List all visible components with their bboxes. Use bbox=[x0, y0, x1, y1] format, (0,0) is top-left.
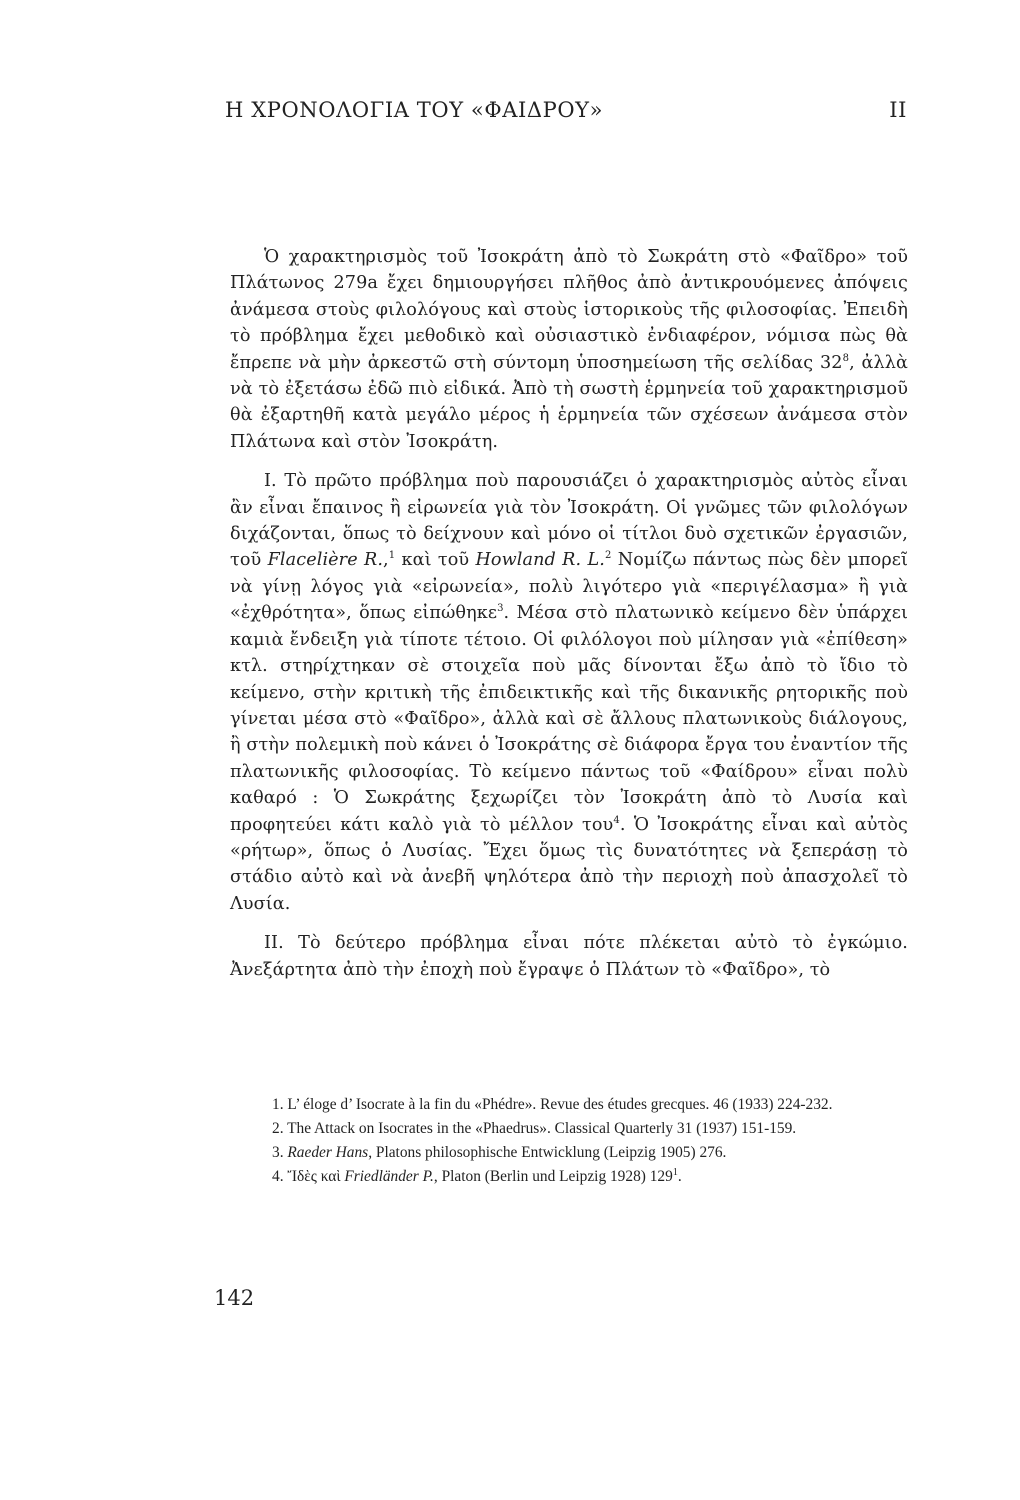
author-name: Howland R. L. bbox=[475, 550, 605, 571]
author-name: Flacelière R. bbox=[267, 550, 384, 571]
footnote-ref: 2 bbox=[604, 550, 612, 562]
paragraph: Ὁ χαρακτηρισμὸς τοῦ Ἰσοκράτη ἀπὸ τὸ Σωκράτη στὸ «Φαῖδρο» τοῦ Πλάτωνος 279a ἔχει δημιουργήσει πλῆθος ἀπὸ ἀντικρουόμενες ἀπόψεις ἀνάμεσα στοὺς φιλολόγους καὶ στοὺς ἱστορικοὺς τῆς φιλοσοφίας. Ἐπειδὴ τὸ πρόβλημα ἔχει μεθοδικὸ καὶ οὐσιαστικὸ ἐνδιαφέρον, νόμισα πὼς θὰ ἔπρεπε νὰ μὴν ἀρκεστῶ στὴ σύντομη ὑποσημείωση τῆς σελίδας $32^8$, ἀλλὰ νὰ τὸ ἐξετάσω ἐδῶ πιὸ εἰδικά. Ἀπὸ τὴ σωστὴ ἑρμηνεία τοῦ χαρακτηρισμοῦ θὰ ἐξαρτηθῆ κατὰ μεγάλο μέρος ἡ ἑρμηνεία τῶν σχέσεων ἀνάμεσα στὸν Πλάτωνα καὶ στὸν Ἰσοκράτη. bbox=[230, 247, 908, 452]
paragraph: I. Τὸ πρῶτο πρόβλημα ποὺ παρουσιάζει ὁ χαρακτηρισμὸς αὐτὸς εἶναι ἂν εἶναι ἔπαινος ἢ εἰρωνεία γιὰ τὸν Ἰσοκράτη. Οἱ γνῶμες τῶν φιλολόγων διχάζονται, ὅπως τὸ δείχνουν καὶ μόνο οἱ τίτλοι δυὸ σχετικῶν ἐργασιῶν, τοῦ Flacelière R.,$^1$ καὶ τοῦ Howland R. L.$^2$ Νομίζω πάντως πὼς δὲν μπορεῖ νὰ γίνῃ λόγος γιὰ «εἰρωνεία», πολὺ λιγότερο γιὰ «περιγέλασμα» ἢ γιὰ «ἐχθρότητα», ὅπως εἰπώθηκε$^3$. Μέσα στὸ πλατωνικὸ κείμενο δὲν ὑπάρχει καμιὰ ἔνδειξη γιὰ τίποτε τέτοιο. Οἱ φιλόλογοι ποὺ μίλησαν γιὰ «ἐπίθεση» κτλ. στηρίχτηκαν σὲ στοιχεῖα ποὺ μᾶς δίνονται ἔξω ἀπὸ τὸ ἴδιο τὸ κείμενο, στὴν κριτικὴ τῆς ἐπιδεικτικῆς καὶ τῆς δικανικῆς ρητορικῆς ποὺ γίνεται μέσα στὸ «Φαῖδρο», ἀλλὰ καὶ σὲ ἄλλους πλατωνικοὺς διάλογους, ἢ στὴν πολεμικὴ ποὺ κάνει ὁ Ἰσοκράτης σὲ διάφορα ἔργα του ἐναντίον τῆς πλατωνικῆς φιλοσοφίας. Τὸ κείμενο πάντως τοῦ «Φαίδρου» εἶναι πολὺ καθαρό : Ὁ Σωκράτης ξεχωρίζει τὸν Ἰσοκράτη ἀπὸ τὸ Λυσία καὶ προφητεύει κάτι καλὸ γιὰ τὸ μέλλον του$^4$. Ὁ Ἰσοκράτης εἶναι καὶ αὐτὸς «ρήτωρ», ὅπως ὁ Λυσίας. Ἔχει ὅμως τὶς δυνατότητες νὰ ξεπεράσῃ τὸ στάδιο αὐτὸ καὶ νὰ ἀνεβῆ ψηλότερα ἀπὸ τὴν περιοχὴ ποὺ ἀπασχολεῖ τὸ Λυσία. bbox=[230, 471, 909, 914]
footnote-ref: 3 bbox=[497, 603, 504, 615]
running-header bbox=[225, 98, 907, 122]
footnote: 2. The Attack on Isocrates in the «Phaedrus». Classical Quarterly 31 (1937) 151-159. bbox=[272, 1120, 797, 1137]
footnote: 4. Ἴδὲς καὶ Friedländer P., Platon (Berlin und Leipzig 1928) $129^1$. bbox=[272, 1166, 682, 1185]
footnotes bbox=[230, 1094, 908, 1190]
header-section-number: II bbox=[889, 98, 907, 122]
page-number: 142 bbox=[214, 1286, 255, 1310]
body-text bbox=[230, 244, 908, 996]
paragraph: II. Τὸ δεύτερο πρόβλημα εἶναι πότε πλέκεται αὐτὸ τὸ ἐγκώμιο. Ἀνεξάρτητα ἀπὸ τὴν ἐποχὴ ποὺ ἔγραψε ὁ Πλάτων τὸ «Φαῖδρο», τὸ bbox=[230, 933, 908, 980]
footnote: 1. L’ éloge d’ Isocrate à la fin du «Phédre». Revue des études grecques. 46 (1933) 224-232. bbox=[272, 1096, 833, 1113]
footnote: 3. Raeder Hans, Platons philosophische Entwicklung (Leipzig 1905) 276. bbox=[272, 1144, 727, 1161]
footnote-ref: 4 bbox=[613, 814, 620, 826]
footnote-ref: 8 bbox=[842, 352, 850, 364]
header-title: Η ΧΡΟΝΟΛΟΓΙΑ ΤΟΥ «ΦΑΙΔΡΟΥ» bbox=[225, 98, 604, 122]
footnote-ref: 1 bbox=[388, 550, 396, 562]
